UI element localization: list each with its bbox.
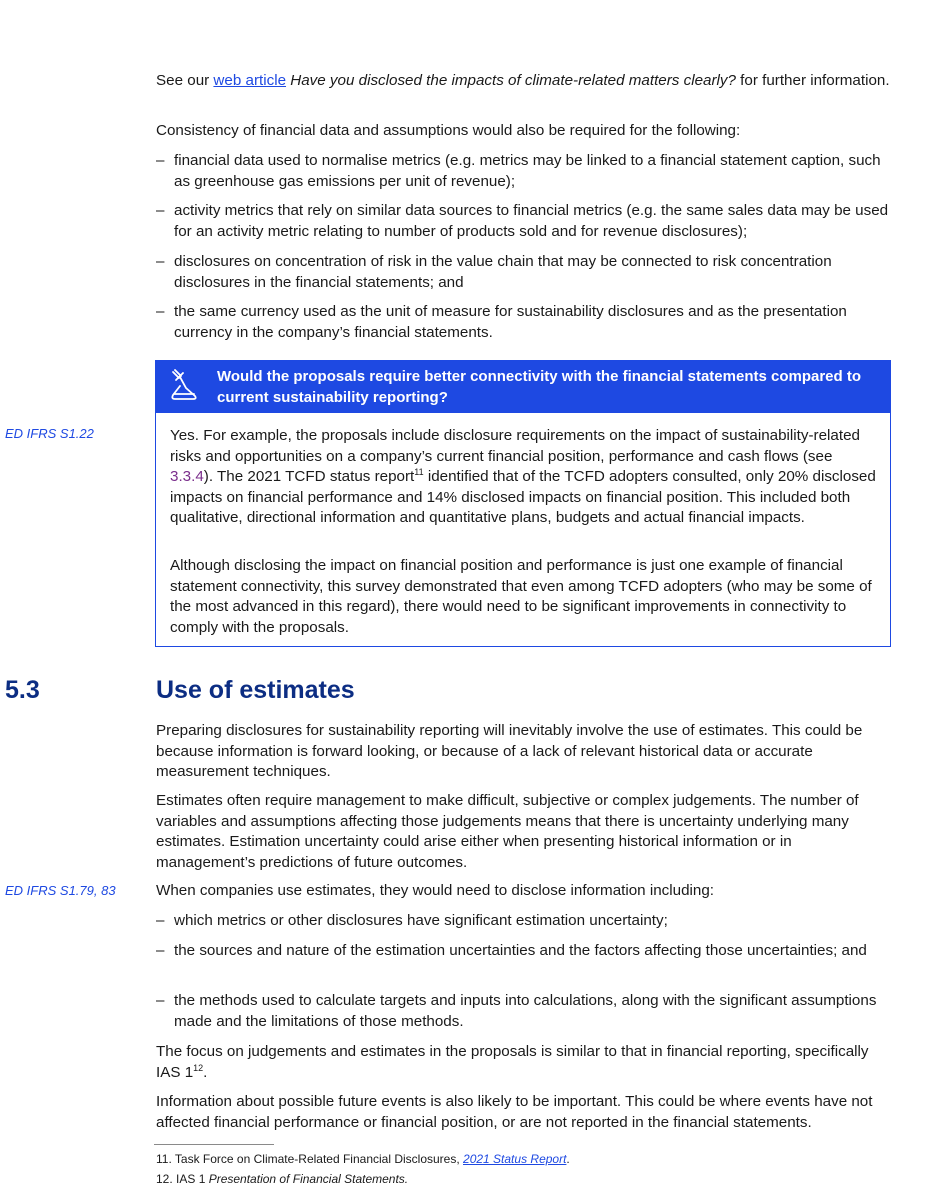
list-item [156,151,890,192]
list-item [156,302,890,343]
section-number: 5.3 [5,676,40,704]
list-item-text: the methods used to calculate targets and inputs into calculations, along with the significant assumptions made and the limitations of those methods. [174,992,877,1030]
section-paragraph-2: Estimates often require management to make difficult, subjective or complex judgements. The number of variables and assumptions affecting those judgements means that there is uncertainty underlying many estimates. Estimation uncertainty could arise either when presenting historical information or in management’s predictions of future outcomes. [156,792,859,871]
callout-body [155,413,891,647]
callout-text: Yes. For example, the proposals include disclosure requirements on the impact of sustainability-related risks and opportunities on a company’s current financial position, performance and cash flows (see [170,427,860,465]
intro-paragraph [156,71,890,92]
dash-marker: – [156,303,165,320]
section-paragraph-3: When companies use estimates, they would need to disclose information including: [156,882,715,899]
list-item [156,941,890,962]
paragraph-text: The focus on judgements and estimates in the proposals is similar to that in financial reporting, specifically IAS 1 [156,1043,869,1081]
list-item-text: the sources and nature of the estimation uncertainties and the factors affecting those uncertainties; and [174,942,867,959]
dash-marker: – [156,152,165,169]
paragraph-text: . [203,1063,208,1081]
section-paragraph-5: Information about possible future events is also likely to be important. This could be where events have not affected financial performance or financial position, or are not reported in the financial statements. [156,1093,873,1131]
article-title: Have you disclosed the impacts of climate-related matters clearly? [290,72,736,89]
list-item-text: which metrics or other disclosures have significant estimation uncertainty; [174,912,668,929]
dash-marker: – [156,202,165,219]
footnote-text: 12. IAS 1 [156,1172,209,1186]
callout-text: identified that of the TCFD adopters consulted, only 20% disclosed impacts on financial performance and 14% disclosed impacts on financial position. This included both qualitative, directional information and quantitative plans, budgets and actual financial impacts. [170,468,876,526]
section-paragraph-1: Preparing disclosures for sustainability reporting will inevitably involve the use of estimates. This could be because information is forward looking, or because of a lack of relevant historical data or accurate measurement techniques. [156,722,863,780]
footnote-text: . [566,1152,570,1166]
section-title: Use of estimates [156,676,355,704]
flask-icon [165,366,205,406]
section-paragraph-4 [156,1042,890,1083]
footnote-ref-11[interactable]: 11 [414,466,424,477]
intro-see-prefix: See our [156,72,214,89]
intro-see-suffix: for further information. [735,72,890,89]
footnote-italic-title: Presentation of Financial Statements. [208,1172,409,1186]
dash-marker: – [156,992,165,1009]
list-item [156,991,890,1032]
footnote-ref-12[interactable]: 12 [193,1062,204,1073]
dash-marker: – [156,942,165,959]
list-item-text: activity metrics that rely on similar data sources to financial metrics (e.g. the same sales data may be used for an activity metric relating to number of products sold and for revenue disclosures); [174,202,889,240]
list-item-text: the same currency used as the unit of measure for sustainability disclosures and as the presentation currency in the company’s financial statements. [174,303,847,341]
status-report-link[interactable]: 2021 Status Report [463,1152,567,1166]
list-item-text: disclosures on concentration of risk in the value chain that may be connected to risk concentration disclosures in the financial statements; and [174,253,832,291]
callout-paragraph-1 [170,426,876,529]
list-item [156,252,890,293]
callout-paragraph-2: Although disclosing the impact on financial position and performance is just one example of financial statement connectivity, this survey demonstrated that even among TCFD adopters (who may be some of the most advanced in this regard), there would need to be significant improvements in connectivity to comply with the proposals. [170,557,872,636]
list-item [156,201,890,242]
margin-ref-s1-22: ED IFRS S1.22 [5,426,94,441]
web-article-link[interactable]: web article [213,72,287,89]
footnote-divider [154,1144,274,1145]
dash-marker: – [156,253,165,270]
callout-title: Would the proposals require better connectivity with the financial statements compared to current sustainability reporting? [217,368,862,406]
section-xref-link[interactable]: 3.3.4 [170,468,204,485]
callout-text: ). The 2021 TCFD status report [203,468,415,485]
callout-header [155,360,891,413]
dash-marker: – [156,912,165,929]
footnote-text: 11. Task Force on Climate-Related Financial Disclosures, [156,1152,464,1166]
footnote-12 [156,1171,408,1187]
consistency-paragraph: Consistency of financial data and assumptions would also be required for the following: [156,122,741,139]
list-item [156,911,890,932]
list-item-text: financial data used to normalise metrics (e.g. metrics may be linked to a financial statement caption, such as greenhouse gas emissions per unit of revenue); [174,152,881,190]
footnote-11 [156,1151,570,1167]
margin-ref-s1-79-83: ED IFRS S1.79, 83 [5,883,116,898]
